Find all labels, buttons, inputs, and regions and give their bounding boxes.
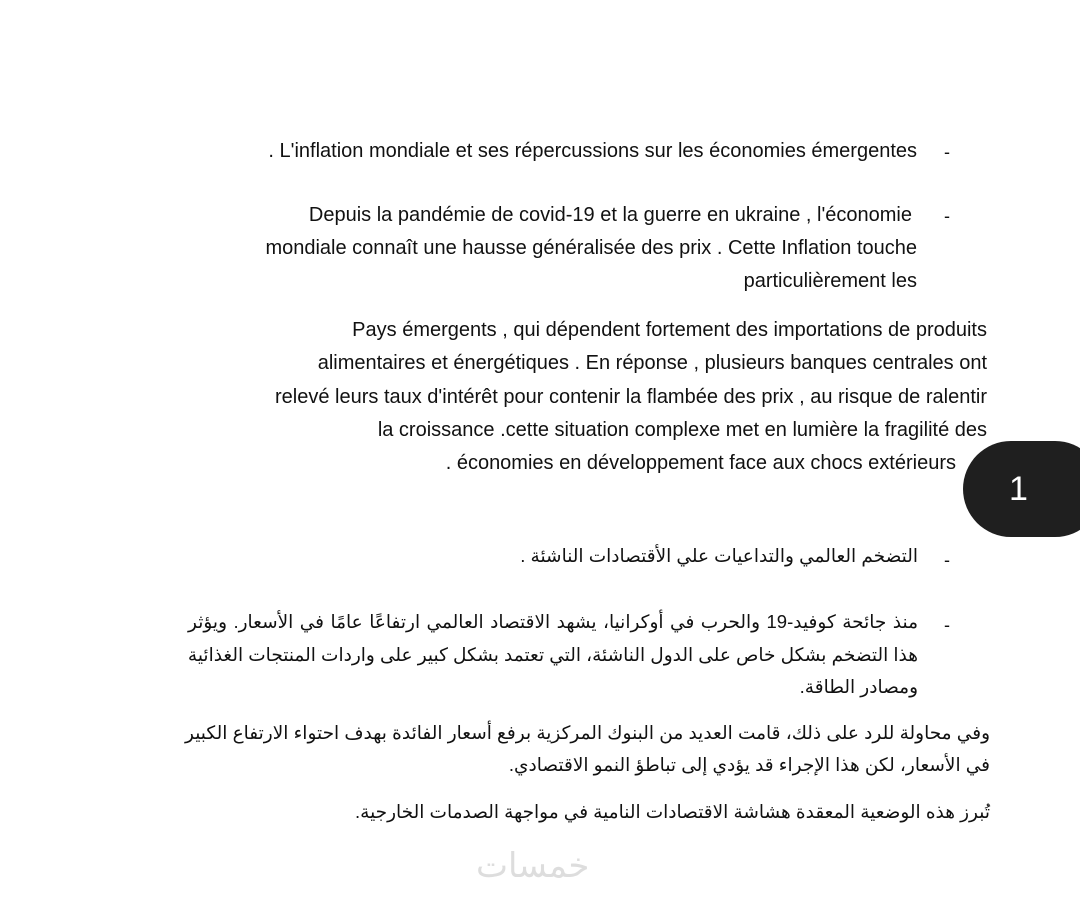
french-para1-line: particulièrement les xyxy=(743,270,917,292)
french-title: . L'inflation mondiale et ses répercussions sur les économies émergentes xyxy=(268,140,917,162)
page-number-badge[interactable] xyxy=(963,441,1080,537)
french-para2-line: relevé leurs taux d'intérêt pour contenir la flambée des prix , au risque de ralentir xyxy=(275,386,987,408)
arabic-para1-line: منذ جائحة كوفيد-19 والحرب في أوكرانيا، يشهد الاقتصاد العالمي ارتفاعًا عامًا في الأسعار. ويؤثر xyxy=(188,611,918,632)
arabic-title: التضخم العالمي والتداعيات علي الأقتصادات الناشئة . xyxy=(520,545,918,566)
dash-ar-title: - xyxy=(944,550,950,570)
dash-fr-para1: - xyxy=(944,206,950,226)
arabic-para3: تُبرز هذه الوضعية المعقدة هشاشة الاقتصادات النامية في مواجهة الصدمات الخارجية. xyxy=(355,801,990,822)
dash-fr-title: - xyxy=(944,142,950,162)
arabic-para1-line: ومصادر الطاقة. xyxy=(799,676,918,697)
french-para1-line: mondiale connaît une hausse généralisée des prix . Cette Inflation touche xyxy=(265,237,917,259)
french-para2-line: Pays émergents , qui dépendent fortement des importations de produits xyxy=(352,319,987,341)
french-para1-line: Depuis la pandémie de covid-19 et la guerre en ukraine , l'économie xyxy=(308,204,912,226)
watermark-logo: خمسات xyxy=(476,847,590,885)
french-para2-line: alimentaires et énergétiques . En réponse , plusieurs banques centrales ont xyxy=(317,352,987,374)
arabic-para2-line: وفي محاولة للرد على ذلك، قامت العديد من البنوك المركزية برفع أسعار الفائدة بهدف احتواء الارتفاع الكبير xyxy=(185,722,990,743)
arabic-para1-line: هذا التضخم بشكل خاص على الدول الناشئة، التي تعتمد بشكل كبير على واردات المنتجات الغذائية xyxy=(187,644,918,665)
french-para2-line: . économies en développement face aux chocs extérieurs xyxy=(445,452,956,474)
page-number: 1 xyxy=(1009,470,1028,508)
dash-ar-para1: - xyxy=(944,615,950,635)
arabic-para2-line: في الأسعار، لكن هذا الإجراء قد يؤدي إلى تباطؤ النمو الاقتصادي. xyxy=(508,754,990,775)
french-para2-line: la croissance .cette situation complexe met en lumière la fragilité des xyxy=(377,419,987,441)
